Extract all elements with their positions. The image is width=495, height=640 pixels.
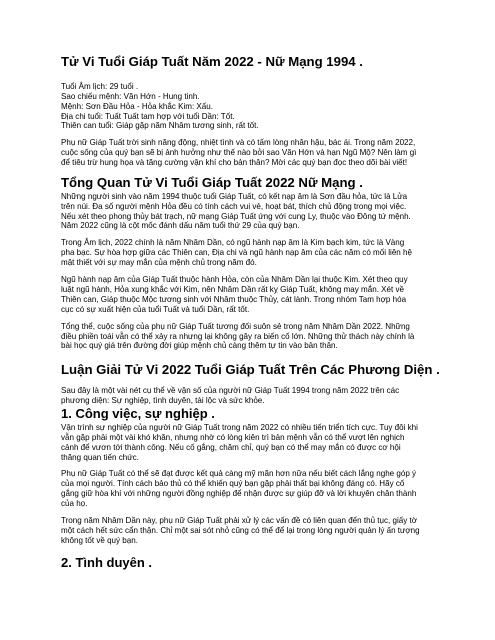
info-heavenly-stem: Thiên can tuổi: Giáp gặp năm Nhâm tương sinh, rất tốt. xyxy=(61,121,259,131)
overview-paragraph-3: Ngũ hành nạp âm của Giáp Tuất thuộc hành Hỏa, còn của Nhâm Dần lại thuộc Kim. Xét theo quy luật ngũ hành, Hỏa xung khắc với Kim, nên Nhâm Dần rất kỵ Giáp Tuất, không may mắn. Xét về Thiên can, Giáp thuộc Mộc tương sinh với Nhâm thuộc Thủy, cát lành. Trong nhóm Tam hợp hóa cục có sự xuất hiện của tuổi Tuất và tuổi Dần, rất tốt. xyxy=(61,275,408,314)
overview-paragraph-2: Trong Âm lịch, 2022 chính là năm Nhâm Dần, có ngũ hành nạp âm là Kim bạch kim, tức là Vàng pha bạc. Sự hòa hợp giữa các Thiên can, Địa chi và ngũ hành nạp âm của các năm có mối liên hệ mật thiết với sự may mắn của mệnh chủ trong năm đó. xyxy=(61,238,412,268)
section-heading-overview: Tổng Quan Tử Vi Tuổi Giáp Tuất 2022 Nữ Mạng . xyxy=(61,174,363,190)
analysis-intro-paragraph: Sau đây là một vài nét cụ thể về vận số của người nữ Giáp Tuất 1994 trong năm 2022 trên các phương diện: Sự nghiệp, tình duyên, tài lộc và sức khỏe. xyxy=(61,386,400,406)
overview-paragraph-4: Tổng thể, cuộc sống của phụ nữ Giáp Tuất tương đối suôn sẻ trong năm Nhâm Dần 2022. Những điều phiền toái vẫn có thể xảy ra nhưng lại không gây ra biến cố lớn. Những thử thách này chính là bài học quý giá trên đường đời giúp mệnh chủ càng thêm tự tin vào bản thân. xyxy=(61,321,415,351)
section-heading-analysis: Luận Giải Tử Vi 2022 Tuổi Giáp Tuất Trên Các Phương Diện . xyxy=(61,362,440,378)
career-paragraph-1: Vận trình sự nghiệp của người nữ Giáp Tuất trong năm 2022 có nhiều tiến triển tích cực. Tuy đôi khi vẫn gặp phải một vài khó khăn, nhưng nhờ có lòng kiên trì bản mệnh vẫn có thể vượt lên nghịch cảnh để vươn tới thành công. Nếu cố gắng, chăm chỉ, quý bạn có thể may mắn có được cơ hội thăng quan tiến chức. xyxy=(61,422,418,462)
intro-paragraph: Phụ nữ Giáp Tuất trời sinh năng động, nhiệt tình và có tấm lòng nhân hậu, bác ái. Trong năm 2022, cuộc sống của quý bạn sẽ bị ảnh hưởng như thế nào bởi sao Văn Hớn và hạn Ngũ Mộ? Nên làm gì để tiêu trừ hung họa và tăng cường vận khí cho bản thân? Mời các quý bạn đọc theo dõi bài viết! xyxy=(61,138,417,168)
document-content xyxy=(61,54,440,572)
career-paragraph-2: Phụ nữ Giáp Tuất có thể sẽ đạt được kết quả càng mỹ mãn hơn nữa nếu biết cách lắng nghe góp ý của mọi người. Tính cách bảo thủ có thể khiến quý bạn gặp phải thất bại không đáng có. Hãy cố gắng giữ hòa khí với những người đồng nghiệp để nhận được sự giúp đỡ và lời khuyên chân thành của họ. xyxy=(61,469,417,509)
info-block xyxy=(61,82,433,131)
info-earthly-branch: Địa chi tuổi: Tuất Tuất tam hợp với tuổi Dần: Tốt. xyxy=(61,111,235,121)
page-title: Tử Vi Tuổi Giáp Tuất Năm 2022 - Nữ Mạng 1994 . xyxy=(61,54,363,69)
career-paragraph-3: Trong năm Nhâm Dần này, phụ nữ Giáp Tuất phải xử lý các vấn đề có liên quan đến thủ tục, giấy tờ một cách hết sức cẩn thận. Chỉ một sai sót nhỏ cũng có thể để lại trong lòng người quản lý ấn tượng không tốt về quý bạn. xyxy=(61,515,420,545)
info-star: Sao chiếu mệnh: Văn Hớn - Hung tinh. xyxy=(61,91,200,101)
overview-paragraph-1: Những người sinh vào năm 1994 thuộc tuổi Giáp Tuất, có kết nạp âm là Sơn đầu hỏa, tức là Lửa trên núi. Đa số người mệnh Hỏa đều có tính cách vui vẻ, hoạt bát, thích chủ động trong mọi việc. Nếu xét theo phong thủy bát trạch, nữ mạng Giáp Tuất ứng với cung Ly, thuộc vào Đông tứ mệnh. Năm 2022 cũng là cột mốc đánh dấu năm tuổi thứ 29 của quý bạn. xyxy=(61,191,411,231)
info-age: Tuổi Âm lịch: 29 tuổi . xyxy=(61,81,139,91)
subheading-career: 1. Công việc, sự nghiệp . xyxy=(61,405,215,421)
info-destiny: Mệnh: Sơn Đầu Hỏa - Hỏa khắc Kim: Xấu. xyxy=(61,101,213,111)
subheading-love: 2. Tình duyên . xyxy=(61,554,153,570)
